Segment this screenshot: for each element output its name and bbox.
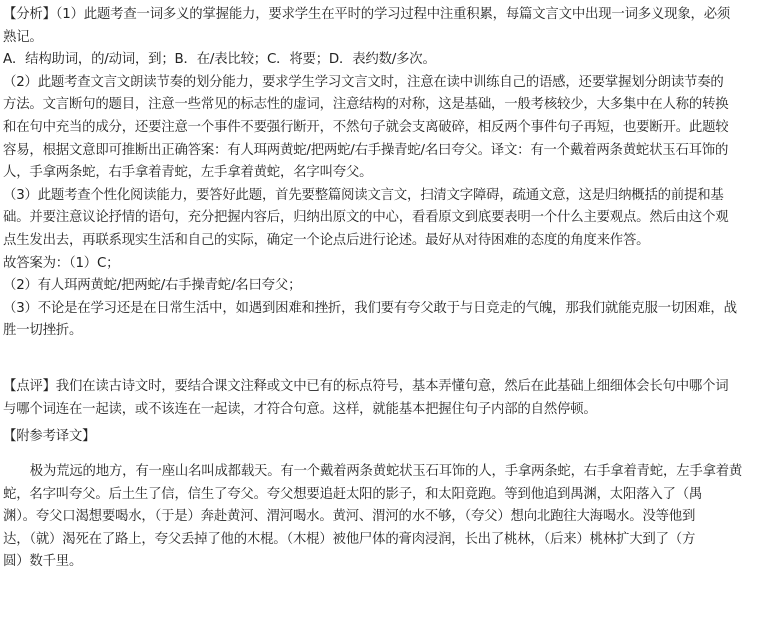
comment-line: 与哪个词连在一起读，或不该连在一起读，才符合句意。这样，就能基本把握住句子内部的自然停顿。 [3, 401, 597, 417]
translation-line: 渊）。夸父口渴想要喝水，（于是）奔赴黄河、渭河喝水。黄河、渭河的水不够，（夸父）想向北跑往大海喝水。没等他到 [3, 509, 696, 525]
analysis-line: A．结构助词，的/动词，到；B．在/表比较；C．将要；D．表约数/多次。 [3, 52, 436, 68]
analysis-line: （3）此题考查个性化阅读能力，要答好此题，首先要整篇阅读文言文，扫清文字障碍，疏通文意，这是归纳概括的前提和基 [3, 187, 724, 203]
answer-line: 胜一切挫折。 [3, 323, 83, 339]
analysis-line: 和在句中充当的成分，还要注意一个事件不要强行断开，不然句子就会支离破碎，相反两个事件句子再短，也要断开。此题较 [3, 119, 729, 135]
translation-section [3, 461, 775, 574]
analysis-line: 方法。文言断句的题目，注意一些常见的标志性的虚词，注意结构的对称，这是基础，一般考核较少，大多集中在人称的转换 [3, 97, 729, 113]
analysis-line: 础。并要注意议论抒情的语句，充分把握内容后，归纳出原文的中心，看看原文到底要表明一个什么主要观点。然后由这个观 [3, 210, 729, 226]
answer-line: （3）不论是在学习还是在日常生活中，如遇到困难和挫折，我们要有夸父敢于与日竞走的气魄，那我们就能克服一切困难，战 [3, 300, 737, 316]
translation-line: 蛇，名字叫夸父。后土生了信，信生了夸父。夸父想要追赶太阳的影子，和太阳竟跑。等到他追到禺渊，太阳落入了（禺 [3, 486, 703, 502]
appendix-heading: 【附参考译文】 [3, 429, 96, 444]
analysis-line: 熟记。 [3, 29, 43, 45]
analysis-line: 人，手拿两条蛇，右手拿着青蛇，左手拿着黄蛇，名字叫夸父。 [3, 165, 373, 181]
answer-line: 故答案为：（1）C； [3, 255, 120, 271]
translation-line: 达，（就）渴死在了路上，夸父丢掉了他的木棍。（木棍）被他尸体的膏肉浸润，长出了桃林，（后来）桃林扩大到了（方 [3, 531, 696, 547]
answer-line: （2）有人珥两黄蛇/把两蛇/右手操青蛇/名曰夸父； [3, 278, 302, 294]
analysis-line: （2）此题考查文言文朗读节奏的划分能力，要求学生学习文言文时，注意在读中训练自己的语感，还要掌握划分朗读节奏的 [3, 74, 724, 90]
analysis-section [3, 4, 775, 343]
analysis-line: 【分析】（1）此题考查一词多义的掌握能力，要求学生在平时的学习过程中注重积累，每篇文言文中出现一词多义现象，必须 [3, 7, 731, 22]
translation-line: 圆）数千里。 [3, 554, 83, 570]
analysis-line: 点生发出去，再联系现实生活和自己的实际，确定一个论点后进行论述。最好从对待困难的态度的角度来作答。 [3, 232, 650, 248]
analysis-line: 容易，根据文意即可推断出正确答案：有人珥两黄蛇/把两蛇/右手操青蛇/名曰夸父。译文：有一个戴着两条黄蛇状玉石耳饰的 [3, 142, 729, 158]
comment-section [3, 376, 775, 421]
appendix-section [3, 426, 775, 449]
translation-line: 极为荒远的地方，有一座山名叫成都载天。有一个戴着两条黄蛇状玉石耳饰的人，手拿两条蛇，右手拿着青蛇，左手拿着黄 [29, 464, 743, 479]
comment-line: 【点评】我们在读古诗文时，要结合课文注释或文中已有的标点符号，基本弄懂句意，然后在此基础上细细体会长句中哪个词 [3, 379, 729, 394]
